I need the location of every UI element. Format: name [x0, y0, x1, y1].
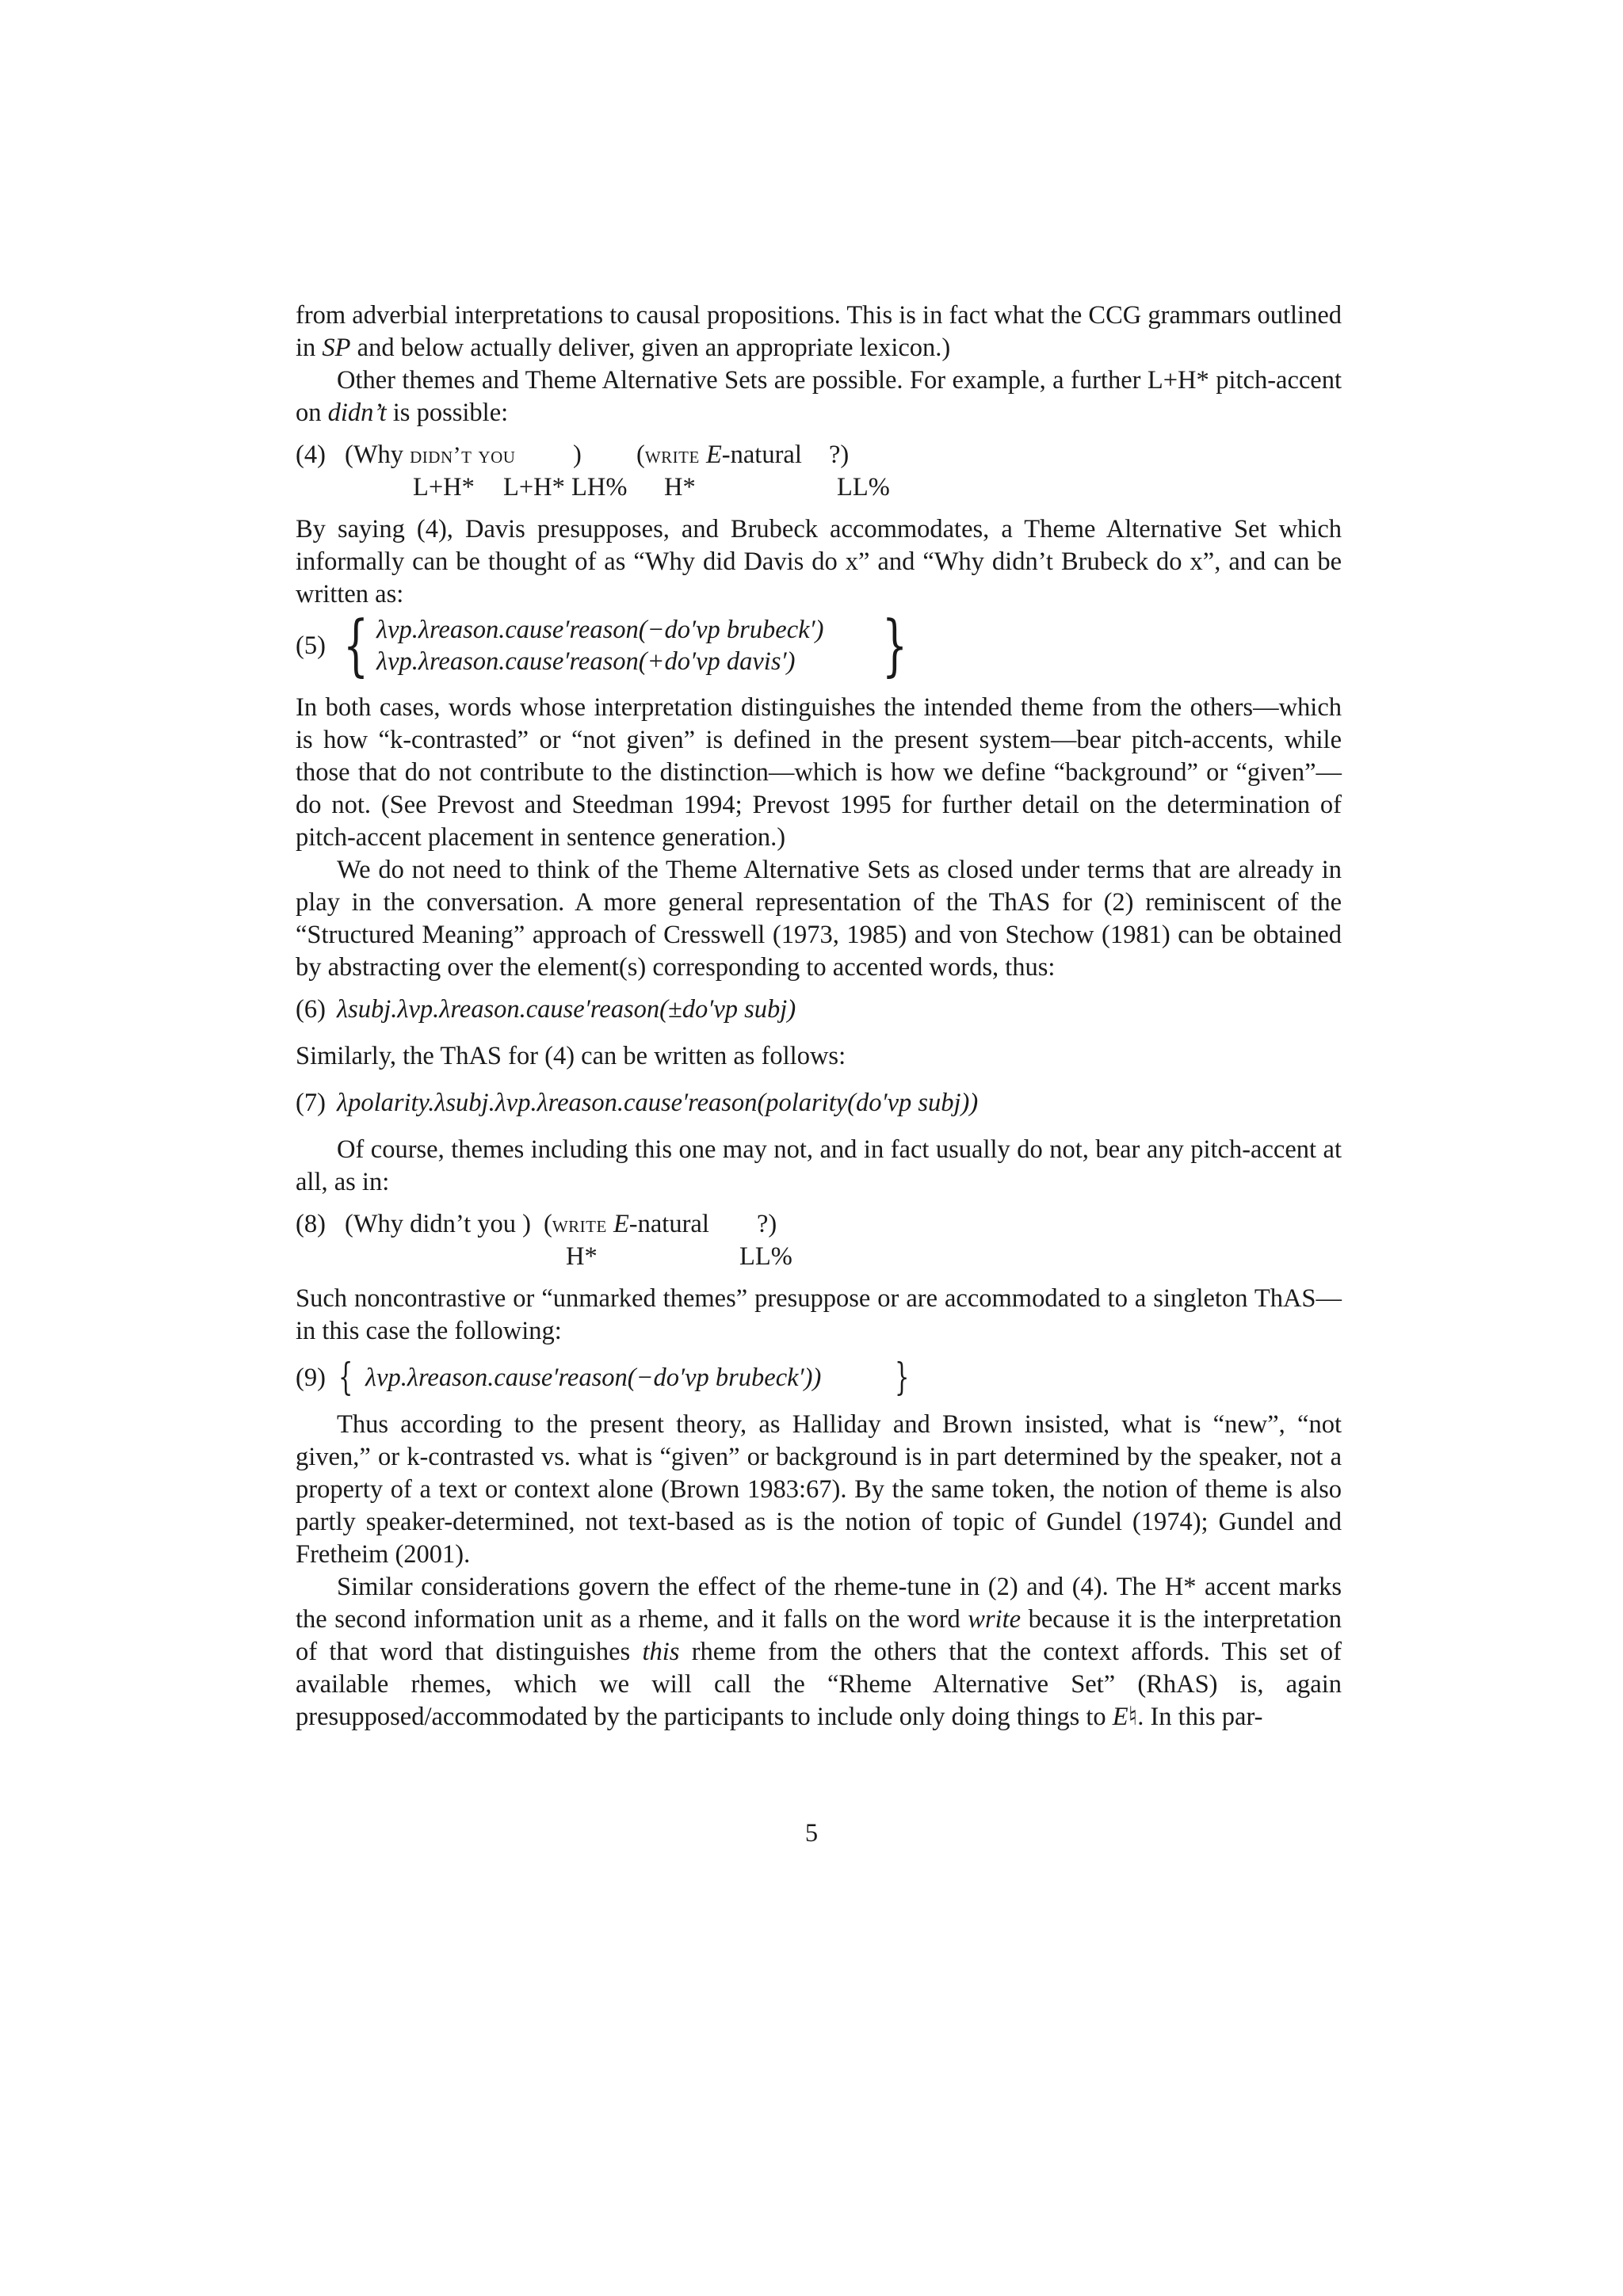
example-6: (6) λsubj.λvp.λreason.cause′reason(±do′vp subj): [296, 995, 796, 1024]
paragraph-2: Other themes and Theme Alternative Sets are possible. For example, a further L+H* pitch-accent on didn’t is possible:: [296, 366, 1342, 427]
paragraph-9: Thus according to the present theory, as Halliday and Brown insisted, what is “new”, “not given,” or k-contrasted vs. what is “given” or background is in part determined by the speaker, not a property of a text or context alone (Brown 1983:67). By the same token, the notion of theme is also partly speaker-determined, not text-based as is the notion of topic of Gundel (1974); Gundel and Fretheim (2001).: [296, 1410, 1342, 1569]
example-5: (5) { λvp.λreason.cause′reason(−do′vp brubeck′) λvp.λreason.cause′reason(+do′vp davis′) }: [296, 606, 908, 684]
example-4: (4) (Why didn’t you ) (write E-natural ?) L+H* L+H* LH% H* LL%: [296, 439, 1342, 504]
paragraph-6: Similarly, the ThAS for (4) can be written as follows:: [296, 1042, 846, 1070]
paragraph-5: We do not need to think of the Theme Alternative Sets as closed under terms that are already in play in the conversation. A more general representation of the ThAS for (2) reminiscent of the “Structured Meaning” approach of Cresswell (1973, 1985) and von Stechow (1981) can be obtained by abstracting over the element(s) corresponding to accented words, thus:: [296, 856, 1342, 982]
right-brace: }: [895, 1355, 910, 1399]
paragraph-8: Such noncontrastive or “unmarked themes” presuppose or are accommodated to a singleton ThAS—in this case the following:: [296, 1284, 1342, 1345]
paragraph-10: Similar considerations govern the effect of the rheme-tune in (2) and (4). The H* accent marks the second information unit as a rheme, and it falls on the word write because it is the interpretation of that word that distinguishes this rheme from the others that the context affords. This set of available rhemes, which we will call the “Rheme Alternative Set” (RhAS) is, again presupposed/accommodated by the participants to include only doing things to E♮. In this par-: [296, 1573, 1342, 1731]
page-body: [296, 299, 1342, 1733]
paragraph-4: In both cases, words whose interpretation distinguishes the intended theme from the others—which is how “k-contrasted” or “not given” is defined in the present system—bear pitch-accents, while those that do not contribute to the distinction—which is how we define “background” or “given”—do not. (See Prevost and Steedman 1994; Prevost 1995 for further detail on the determination of pitch-accent placement in sentence generation.): [296, 693, 1342, 852]
paragraph-3: By saying (4), Davis presupposes, and Brubeck accommodates, a Theme Alternative Set which informally can be thought of as “Why did Davis do x” and “Why didn’t Brubeck do x”, and can be written as:: [296, 515, 1342, 608]
tone-line: L+H* L+H* LH% H* LL%: [413, 473, 890, 502]
left-brace: {: [338, 1355, 353, 1399]
paragraph-1: from adverbial interpretations to causal propositions. This is in fact what the CCG grammars outlined in SP and below actually deliver, given an appropriate lexicon.): [296, 301, 1342, 362]
page-number: 5: [804, 1819, 819, 1848]
right-brace: }: [882, 606, 908, 684]
example-number: (4): [296, 441, 326, 469]
paragraph-7: Of course, themes including this one may not, and in fact usually do not, bear any pitch-accent at all, as in:: [296, 1135, 1342, 1196]
example-9: (9) { λvp.λreason.cause′reason(−do′vp brubeck′)) }: [296, 1355, 910, 1399]
tone-line: H* LL%: [566, 1242, 792, 1271]
example-8: (8) (Why didn’t you ) (write E-natural ?) H* LL%: [296, 1208, 1342, 1273]
example-7: (7) λpolarity.λsubj.λvp.λreason.cause′reason(polarity(do′vp subj)): [296, 1089, 979, 1117]
left-brace: {: [343, 606, 369, 684]
